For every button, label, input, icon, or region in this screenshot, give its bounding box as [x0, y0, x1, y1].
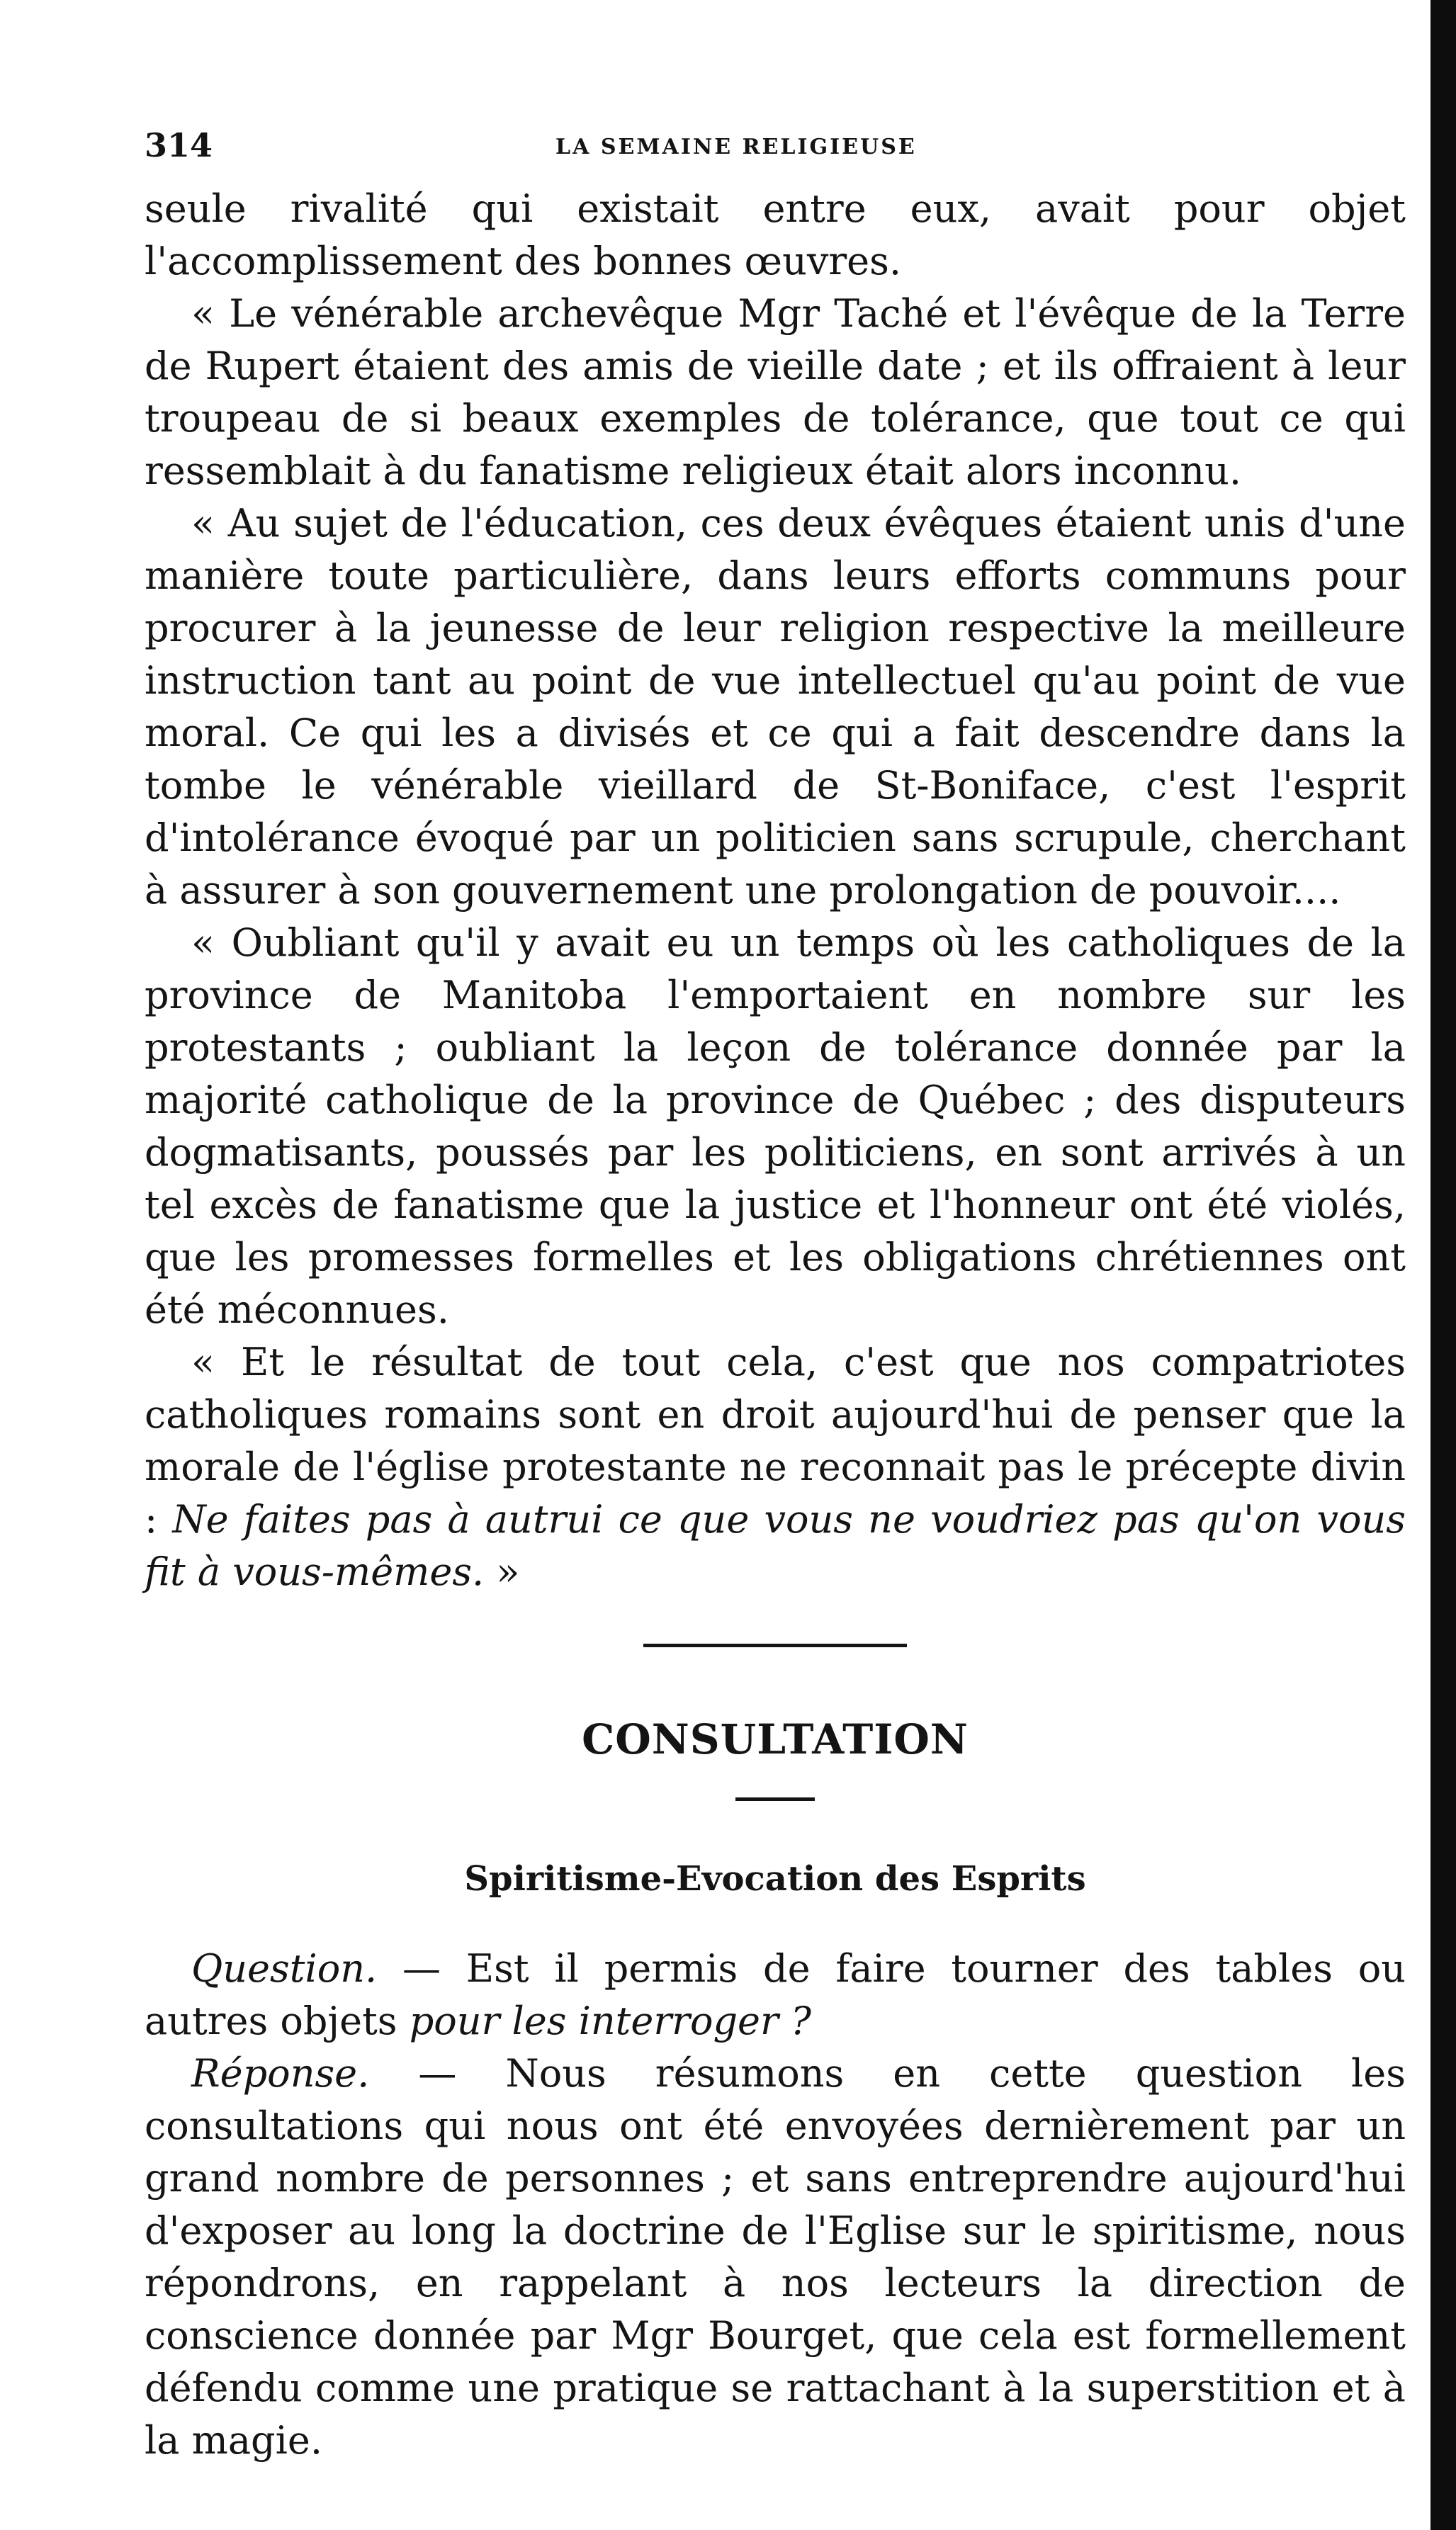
book-page [145, 126, 1406, 2467]
answer-label: Réponse. [191, 2051, 370, 2096]
running-head: LA SEMAINE RELIGIEUSE [555, 135, 917, 159]
question-paragraph [145, 1943, 1406, 2048]
answer-paragraph [145, 2048, 1406, 2467]
question-text: Est il permis de faire tourner des tables ou autres objets [145, 1946, 1406, 2043]
paragraph-bishops-friendship: « Le vénérable archevêque Mgr Taché et l'évêque de la Terre de Rupert étaient des amis de vieille date ; et ils offraient à leur troupeau de si beaux exemples de tolérance, que tout ce qui ressemblait à du fanatisme religieux était alors inconnu. [145, 291, 1406, 493]
answer-text: Nous résumons en cette question les consultations qui nous ont été envoyées dernièrement par un grand nombre de personnes ; et sans entreprendre aujourd'hui d'exposer au long la doctrine de l'Eglise sur le spiritisme, nous répondrons, en rappelant à nos lecteurs la direction de conscience donnée par Mgr Bourget, que cela est formellement défendu comme une pratique se rattachant à la superstition et à la magie. [145, 2051, 1406, 2463]
divine-precept-quote: Ne faites pas à autrui ce que vous ne voudriez pas qu'on vous fit à vous-mêmes. [145, 1497, 1406, 1594]
question-dash: — [377, 1946, 466, 1991]
page-header [145, 126, 1406, 183]
paragraph-continuation: seule rivalité qui existait entre eux, avait pour objet l'accomplissement des bonnes œuvres. [145, 186, 1406, 283]
article-body [145, 183, 1406, 1598]
section-heading: CONSULTATION [582, 1715, 969, 1763]
section-subheading: Spiritisme-Evocation des Esprits [464, 1859, 1086, 1899]
paragraph-conclusion-text: « Et le résultat de tout cela, c'est que nos compatriotes catholiques romains sont en droit aujourd'hui de penser que la morale de l'église protestante ne reconnait pas le précepte divin : [145, 1340, 1406, 1542]
question-italic: pour les interroger ? [409, 1999, 811, 2043]
question-label: Question. [191, 1946, 378, 1991]
scan-edge-shadow [1430, 0, 1456, 2530]
section-divider-rule [643, 1644, 907, 1647]
closing-quote-mark: » [484, 1549, 520, 1594]
paragraph-manitoba: « Oubliant qu'il y avait eu un temps où les catholiques de la province de Manitoba l'emportaient en nombre sur les protestants ; oubliant la leçon de tolérance donnée par la majorité catholique de la province de Québec ; des disputeurs dogmatisants, poussés par les politiciens, en sont arrivés à un tel excès de fanatisme que la justice et l'honneur ont été violés, que les promesses formelles et les obligations chrétiennes ont été méconnues. [145, 920, 1406, 1332]
answer-dash: — [369, 2051, 506, 2096]
consultation-body [145, 1943, 1406, 2467]
paragraph-conclusion [145, 1336, 1406, 1598]
paragraph-education: « Au sujet de l'éducation, ces deux évêques étaient unis d'une manière toute particulière, dans leurs efforts communs pour procurer à la jeunesse de leur religion respective la meilleure instruction tant au point de vue intellectuel qu'au point de vue moral. Ce qui les a divisés et ce qui a fait descendre dans la tombe le vénérable vieillard de St-Boniface, c'est l'esprit d'intolérance évoqué par un politicien sans scrupule, cherchant à assurer à son gouvernement une prolongation de pouvoir.... [145, 501, 1406, 913]
page-number: 314 [145, 126, 213, 164]
heading-rule [735, 1797, 815, 1801]
